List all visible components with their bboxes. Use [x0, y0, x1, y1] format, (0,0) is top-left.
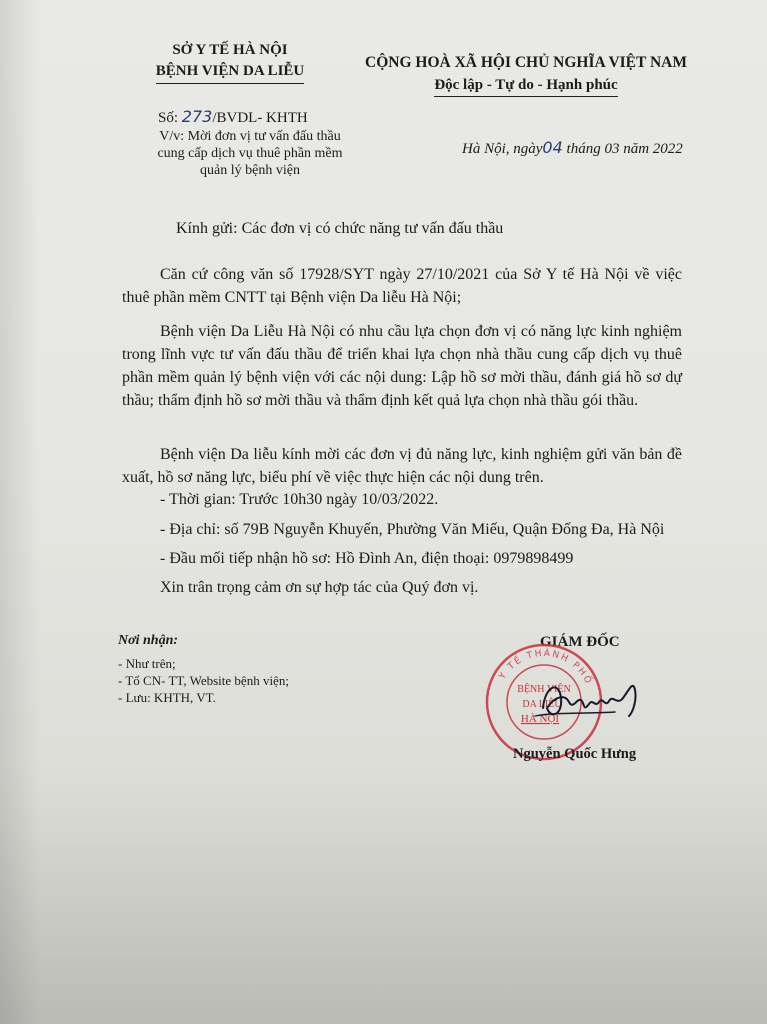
- signer-role: GIÁM ĐỐC: [540, 634, 620, 650]
- stamp-line-2: DA LIỄU: [522, 699, 562, 710]
- date-suffix: tháng 03 năm 2022: [562, 141, 683, 157]
- document-number: [158, 107, 308, 127]
- subject-line-1: V/v: Mời đơn vị tư vấn đấu thầu: [159, 129, 341, 144]
- date-prefix: Hà Nội, ngày: [462, 141, 543, 157]
- signer-name: Nguyễn Quốc Hưng: [513, 746, 637, 762]
- agency-parent: SỞ Y TẾ HÀ NỘI: [172, 42, 288, 58]
- national-motto: Độc lập - Tự do - Hạnh phúc: [434, 74, 617, 97]
- stamp-line-3: HÀ NỘI: [520, 713, 560, 725]
- recipient-item: - Tổ CN- TT, Website bệnh viện;: [118, 673, 289, 688]
- handwritten-signature: [525, 668, 655, 728]
- national-title: CỘNG HOÀ XÃ HỘI CHỦ NGHĨA VIỆT NAM: [365, 54, 687, 71]
- national-header: [356, 52, 696, 97]
- document-number-handwritten: 273: [181, 107, 213, 126]
- subject-line-2: cung cấp dịch vụ thuê phần mềm: [157, 146, 343, 161]
- document-number-suffix: /BVDL- KHTH: [212, 110, 308, 126]
- paragraph-2: Bệnh viện Da Liễu Hà Nội có nhu cầu lựa chọn đơn vị có năng lực kinh nghiệm trong lĩnh vực tư vấn đấu thầu để triển khai lựa chọn nhà thầu cung cấp dịch vụ thuê phần mềm quản lý bệnh viện với các nội dung: Lập hồ sơ mời thầu, đánh giá hồ sơ dự thầu; thẩm định hồ sơ mời thầu và thẩm định kết quả lựa chọn nhà thầu gói thầu.: [122, 323, 682, 409]
- date-day-handwritten: 04: [542, 138, 563, 157]
- document-date: [462, 138, 683, 158]
- subject-block: [130, 128, 370, 179]
- contact-line: - Đầu mối tiếp nhận hồ sơ: Hồ Đình An, điện thoại: 0979898499: [160, 550, 574, 567]
- agency-header: [130, 40, 330, 84]
- stamp-line-1: BỆNH VIỆN: [517, 684, 571, 695]
- recipient-item: - Lưu: KHTH, VT.: [118, 690, 216, 705]
- thanks-line: Xin trân trọng cảm ơn sự hợp tác của Quý đơn vị.: [160, 579, 479, 596]
- agency-name: BỆNH VIỆN DA LIỄU: [156, 61, 305, 84]
- stamp-ring-text: Y TẾ THÀNH PHỐ: [497, 648, 594, 687]
- address-line: - Địa chỉ: số 79B Nguyễn Khuyến, Phường Văn Miếu, Quận Đống Đa, Hà Nội: [160, 521, 665, 538]
- deadline-line: - Thời gian: Trước 10h30 ngày 10/03/2022.: [160, 491, 439, 508]
- paragraph-1: Căn cứ công văn số 17928/SYT ngày 27/10/2021 của Sở Y tế Hà Nội về việc thuê phần mềm CNTT tại Bệnh viện Da liễu Hà Nội;: [122, 266, 682, 306]
- recipient-item: - Như trên;: [118, 656, 176, 671]
- page-shadow-bottom: [0, 764, 767, 1024]
- subject-line-3: quản lý bệnh viện: [200, 163, 300, 178]
- recipients-title: Nơi nhận:: [118, 633, 179, 648]
- paragraph-3: Bệnh viện Da liễu kính mời các đơn vị đủ năng lực, kinh nghiệm gửi văn bản đề xuất, hồ sơ năng lực, biểu phí về việc thực hiện các nội dung trên.: [122, 446, 682, 486]
- addressee: Kính gửi: Các đơn vị có chức năng tư vấn đấu thầu: [176, 220, 504, 237]
- document-number-prefix: Số:: [158, 110, 182, 126]
